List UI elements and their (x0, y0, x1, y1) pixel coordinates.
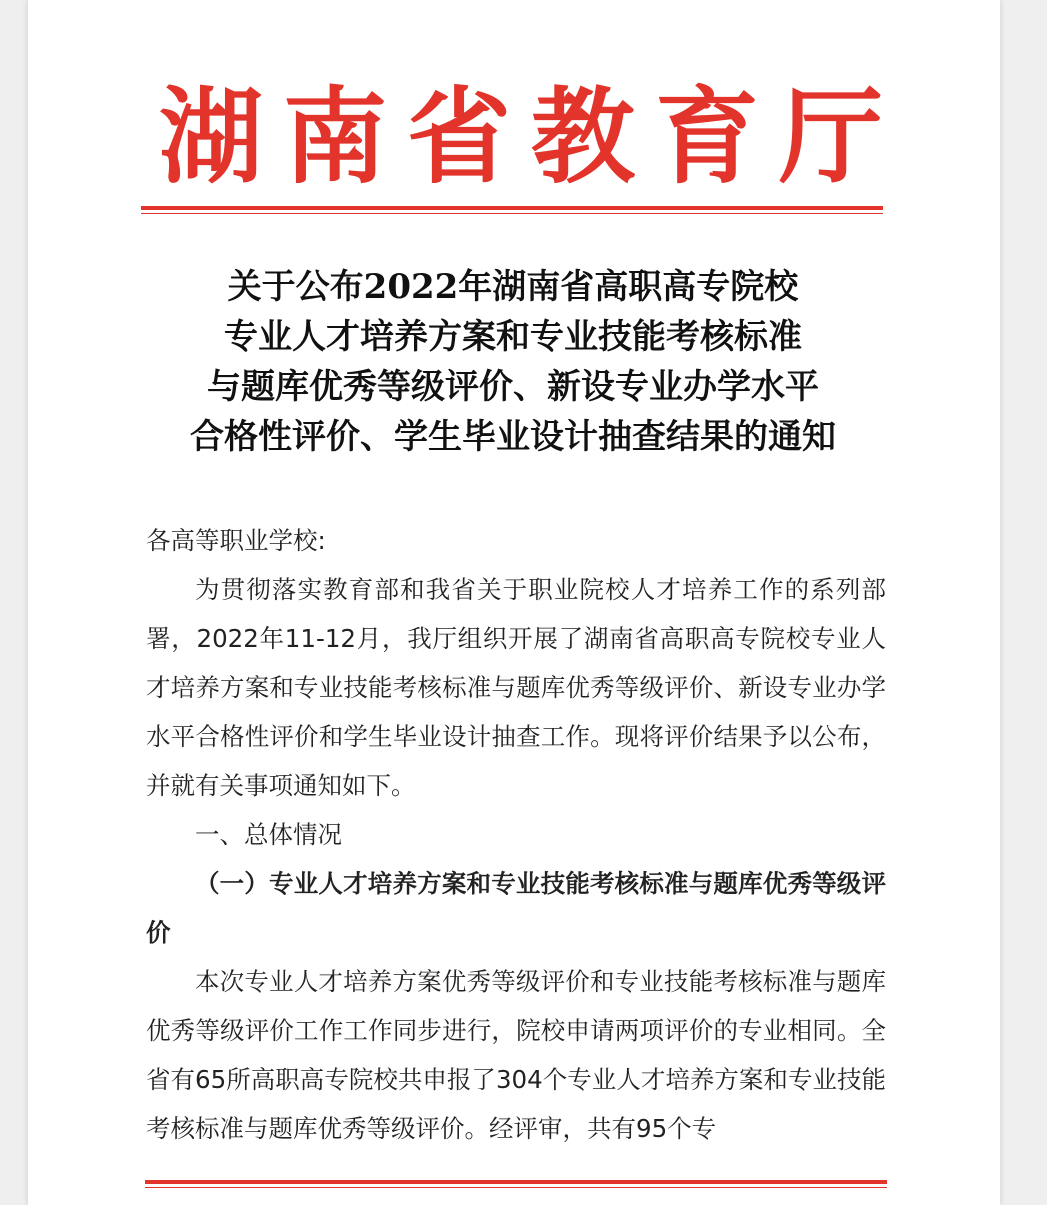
masthead-char: 教 (530, 75, 635, 198)
masthead-char: 厅 (778, 75, 883, 198)
document-page (28, 0, 1000, 1205)
intro-paragraph: 为贯彻落实教育部和我省关于职业院校人才培养工作的系列部署，2022年11-12月，我厅组织开展了湖南省高职高专院校专业人才培养方案和专业技能考核标准与题库优秀等级评价、新设专业办学水平合格性评价和学生毕业设计抽查工作。现将评价结果予以公布，并就有关事项通知如下。 (146, 575, 886, 800)
masthead-char: 湖 (158, 75, 263, 198)
subsection-heading: （一）专业人才培养方案和专业技能考核标准与题库优秀等级评价 (146, 869, 886, 947)
title-line: 合格性评价、学生毕业设计抽查结果的通知 (190, 417, 836, 457)
masthead-char: 育 (654, 75, 759, 198)
masthead (156, 75, 886, 198)
title-line: 关于公布2022年湖南省高职高专院校 (227, 267, 799, 307)
masthead-char: 省 (406, 75, 511, 198)
masthead-char: 南 (282, 75, 387, 198)
footer-divider (145, 1180, 887, 1184)
masthead-divider (141, 206, 883, 210)
document-title (128, 262, 898, 462)
section-heading: 一、总体情况 (195, 820, 342, 849)
body-paragraph: 本次专业人才培养方案优秀等级评价和专业技能考核标准与题库优秀等级评价工作工作同步进行，院校申请两项评价的专业相同。全省有65所高职高专院校共申报了304个专业人才培养方案和专业技能考核标准与题库优秀等级评价。经评审，共有95个专 (146, 967, 886, 1143)
salutation: 各高等职业学校: (146, 526, 326, 555)
document-body (146, 516, 886, 1153)
masthead-divider-thin (141, 213, 883, 214)
title-line: 与题库优秀等级评价、新设专业办学水平 (207, 367, 819, 407)
footer-divider-thin (145, 1187, 887, 1188)
title-line: 专业人才培养方案和专业技能考核标准 (224, 317, 802, 357)
